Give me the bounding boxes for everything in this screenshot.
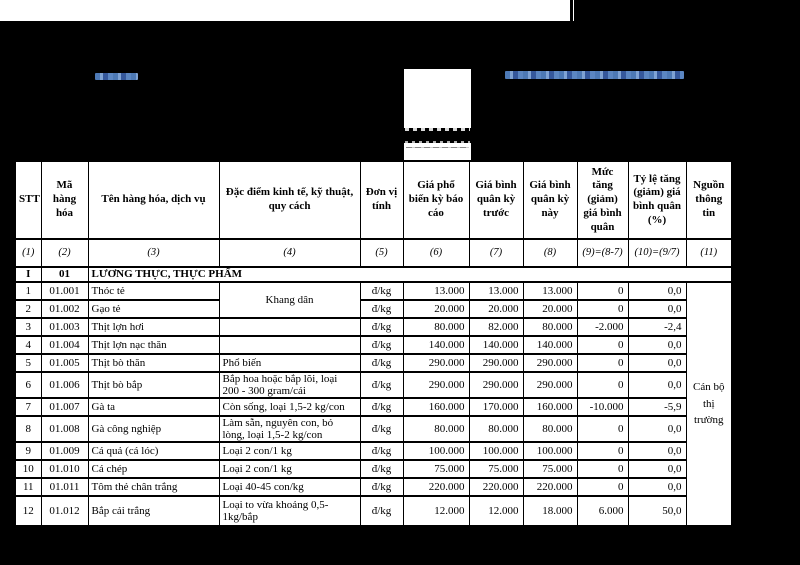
section-stt: I	[15, 267, 41, 282]
cell-price-report: 12.000	[403, 496, 469, 526]
table-row-1	[15, 282, 732, 300]
column-code-9: (9)=(8-7)	[577, 239, 628, 267]
cell-unit: đ/kg	[360, 442, 403, 460]
table-row-2	[15, 300, 732, 318]
cell-spec: Loại 2 con/1 kg	[219, 460, 360, 478]
column-code-4: (4)	[219, 239, 360, 267]
cell-change: 0	[577, 416, 628, 442]
column-header-9: Mức tăng (giảm) giá bình quân	[577, 161, 628, 239]
table-row-5	[15, 354, 732, 372]
cell-price-now: 290.000	[523, 354, 577, 372]
cell-stt: 11	[15, 478, 41, 496]
table-row-6	[15, 372, 732, 398]
cell-price-now: 80.000	[523, 318, 577, 336]
column-header-3: Tên hàng hóa, dịch vụ	[88, 161, 219, 239]
cell-unit: đ/kg	[360, 318, 403, 336]
column-code-5: (5)	[360, 239, 403, 267]
cell-stt: 2	[15, 300, 41, 318]
cell-spec: Làm sẵn, nguyên con, bỏ lòng, loại 1,5-2 kg/con	[219, 416, 360, 442]
cell-price-prev: 80.000	[469, 416, 523, 442]
cell-item-code: 01.007	[41, 398, 88, 416]
cell-price-prev: 13.000	[469, 282, 523, 300]
cell-price-prev: 12.000	[469, 496, 523, 526]
cell-item-name: Thịt lợn nạc thăn	[88, 336, 219, 354]
cell-spec: Loại to vừa khoảng 0,5-1kg/bắp	[219, 496, 360, 526]
cell-change: 0	[577, 336, 628, 354]
cell-item-code: 01.005	[41, 354, 88, 372]
cell-pct: 0,0	[628, 442, 686, 460]
column-code-11: (11)	[686, 239, 732, 267]
cell-price-report: 80.000	[403, 318, 469, 336]
column-code-10: (10)=(9/7)	[628, 239, 686, 267]
cell-spec	[219, 318, 360, 336]
column-header-6: Giá phổ biến kỳ báo cáo	[403, 161, 469, 239]
column-code-3: (3)	[88, 239, 219, 267]
cell-price-now: 290.000	[523, 372, 577, 398]
cell-price-report: 75.000	[403, 460, 469, 478]
section-row	[15, 267, 732, 282]
price-table	[14, 160, 733, 527]
table-row-3	[15, 318, 732, 336]
cell-item-name: Gạo tẻ	[88, 300, 219, 318]
cell-price-now: 13.000	[523, 282, 577, 300]
cell-item-name: Gà công nghiệp	[88, 416, 219, 442]
cell-price-now: 160.000	[523, 398, 577, 416]
cell-stt: 12	[15, 496, 41, 526]
table-row-10	[15, 460, 732, 478]
cell-change: -2.000	[577, 318, 628, 336]
cell-spec: Loại 40-45 con/kg	[219, 478, 360, 496]
top-white-strip	[0, 0, 571, 21]
cell-item-name: Cá chép	[88, 460, 219, 478]
cell-unit: đ/kg	[360, 496, 403, 526]
cell-price-report: 290.000	[403, 354, 469, 372]
cell-pct: 0,0	[628, 416, 686, 442]
cell-change: 0	[577, 354, 628, 372]
cell-stt: 5	[15, 354, 41, 372]
column-code-6: (6)	[403, 239, 469, 267]
table-row-8	[15, 416, 732, 442]
cell-stt: 4	[15, 336, 41, 354]
cell-price-prev: 290.000	[469, 372, 523, 398]
cell-unit: đ/kg	[360, 416, 403, 442]
cell-change: 0	[577, 478, 628, 496]
cell-stt: 3	[15, 318, 41, 336]
section-title: LƯƠNG THỰC, THỰC PHẨM	[88, 267, 732, 282]
cell-item-name: Bắp cải trắng	[88, 496, 219, 526]
cell-price-prev: 170.000	[469, 398, 523, 416]
section-code: 01	[41, 267, 88, 282]
cell-item-code: 01.012	[41, 496, 88, 526]
cell-item-code: 01.010	[41, 460, 88, 478]
cell-price-report: 290.000	[403, 372, 469, 398]
cell-item-name: Gà ta	[88, 398, 219, 416]
cell-pct: 0,0	[628, 300, 686, 318]
column-header-8: Giá bình quân kỳ này	[523, 161, 577, 239]
cell-stt: 8	[15, 416, 41, 442]
cell-item-name: Thóc tẻ	[88, 282, 219, 300]
column-code-2: (2)	[41, 239, 88, 267]
table-row-12	[15, 496, 732, 526]
cell-price-now: 140.000	[523, 336, 577, 354]
cell-item-name: Thịt bò bắp	[88, 372, 219, 398]
cell-price-report: 100.000	[403, 442, 469, 460]
cell-price-now: 75.000	[523, 460, 577, 478]
cell-stt: 10	[15, 460, 41, 478]
cell-item-code: 01.004	[41, 336, 88, 354]
cell-item-name: Thịt lợn hơi	[88, 318, 219, 336]
cell-price-prev: 220.000	[469, 478, 523, 496]
cell-item-name: Thịt bò thăn	[88, 354, 219, 372]
cell-item-name: Tôm thẻ chân trắng	[88, 478, 219, 496]
obscured-text-bar	[404, 128, 471, 143]
column-header-7: Giá bình quân kỳ trước	[469, 161, 523, 239]
column-header-2: Mã hàng hóa	[41, 161, 88, 239]
cell-pct: 50,0	[628, 496, 686, 526]
column-header-4: Đặc điểm kinh tế, kỹ thuật, quy cách	[219, 161, 360, 239]
cell-source-info: Cán bộ thị trường	[686, 282, 732, 526]
cell-price-prev: 20.000	[469, 300, 523, 318]
cell-unit: đ/kg	[360, 354, 403, 372]
cell-unit: đ/kg	[360, 398, 403, 416]
cell-price-report: 80.000	[403, 416, 469, 442]
cell-price-now: 20.000	[523, 300, 577, 318]
cell-stt: 6	[15, 372, 41, 398]
cell-item-code: 01.008	[41, 416, 88, 442]
faint-gray-rule	[406, 147, 469, 148]
cell-price-prev: 75.000	[469, 460, 523, 478]
cell-pct: 0,0	[628, 336, 686, 354]
cell-spec	[219, 336, 360, 354]
cell-spec: Khang dân	[219, 282, 360, 318]
cell-item-code: 01.011	[41, 478, 88, 496]
cell-unit: đ/kg	[360, 300, 403, 318]
cell-change: -10.000	[577, 398, 628, 416]
cell-unit: đ/kg	[360, 336, 403, 354]
table-header	[15, 161, 732, 267]
cell-price-prev: 100.000	[469, 442, 523, 460]
cell-unit: đ/kg	[360, 460, 403, 478]
cell-item-code: 01.001	[41, 282, 88, 300]
cell-price-report: 20.000	[403, 300, 469, 318]
cell-price-report: 160.000	[403, 398, 469, 416]
cell-pct: 0,0	[628, 478, 686, 496]
document-white-box-bottom	[404, 143, 471, 161]
table-row-9	[15, 442, 732, 460]
cell-item-code: 01.002	[41, 300, 88, 318]
cell-stt: 9	[15, 442, 41, 460]
cell-change: 0	[577, 372, 628, 398]
cell-unit: đ/kg	[360, 478, 403, 496]
cell-unit: đ/kg	[360, 372, 403, 398]
table-row-11	[15, 478, 732, 496]
cell-change: 0	[577, 300, 628, 318]
cell-item-code: 01.003	[41, 318, 88, 336]
cell-price-now: 220.000	[523, 478, 577, 496]
column-code-1: (1)	[15, 239, 41, 267]
column-header-11: Nguồn thông tin	[686, 161, 732, 239]
cell-price-report: 220.000	[403, 478, 469, 496]
cell-price-report: 140.000	[403, 336, 469, 354]
cell-spec: Còn sống, loại 1,5-2 kg/con	[219, 398, 360, 416]
cell-price-prev: 82.000	[469, 318, 523, 336]
cell-pct: -5,9	[628, 398, 686, 416]
cell-item-name: Cá quả (cá lóc)	[88, 442, 219, 460]
highlighted-link-fragment-left[interactable]	[95, 73, 138, 80]
highlighted-link-fragment-right[interactable]	[505, 71, 684, 79]
cell-change: 0	[577, 282, 628, 300]
cell-spec: Bắp hoa hoặc bắp lõi, loại 200 - 300 gram/cái	[219, 372, 360, 398]
cell-spec: Loại 2 con/1 kg	[219, 442, 360, 460]
cell-price-report: 13.000	[403, 282, 469, 300]
cell-stt: 1	[15, 282, 41, 300]
document-white-box-top	[404, 69, 471, 128]
cell-price-now: 80.000	[523, 416, 577, 442]
cell-price-prev: 290.000	[469, 354, 523, 372]
cell-spec: Phổ biến	[219, 354, 360, 372]
cell-price-now: 100.000	[523, 442, 577, 460]
cell-pct: 0,0	[628, 372, 686, 398]
top-strip-sliver	[573, 0, 574, 21]
column-header-5: Đơn vị tính	[360, 161, 403, 239]
cell-pct: 0,0	[628, 460, 686, 478]
table-body	[15, 267, 732, 526]
cell-stt: 7	[15, 398, 41, 416]
cell-change: 0	[577, 460, 628, 478]
cell-unit: đ/kg	[360, 282, 403, 300]
table-row-4	[15, 336, 732, 354]
cell-item-code: 01.009	[41, 442, 88, 460]
cell-item-code: 01.006	[41, 372, 88, 398]
speckle-line-top	[405, 128, 470, 131]
column-header-1: STT	[15, 161, 41, 239]
column-header-10: Tỷ lệ tăng (giảm) giá bình quân (%)	[628, 161, 686, 239]
table-row-7	[15, 398, 732, 416]
cell-pct: 0,0	[628, 282, 686, 300]
cell-pct: 0,0	[628, 354, 686, 372]
column-code-8: (8)	[523, 239, 577, 267]
top-strip-divider-line	[570, 0, 572, 21]
cell-price-prev: 140.000	[469, 336, 523, 354]
cell-pct: -2,4	[628, 318, 686, 336]
cell-change: 6.000	[577, 496, 628, 526]
cell-price-now: 18.000	[523, 496, 577, 526]
column-code-7: (7)	[469, 239, 523, 267]
cell-change: 0	[577, 442, 628, 460]
